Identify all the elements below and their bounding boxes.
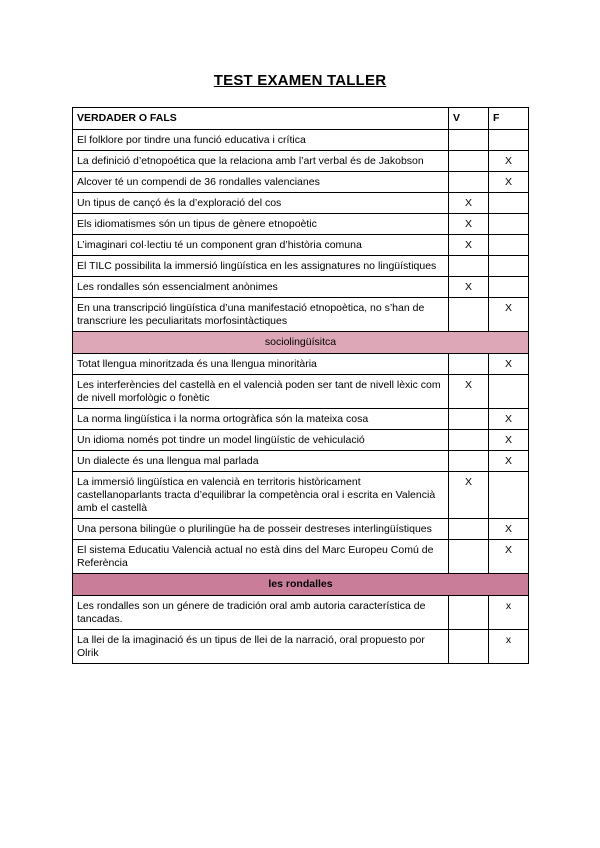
true-mark (449, 256, 489, 277)
table-row (73, 540, 529, 574)
quiz-body (73, 130, 529, 664)
false-mark (489, 375, 529, 409)
true-mark: X (449, 235, 489, 256)
table-row (73, 256, 529, 277)
false-mark: X (489, 354, 529, 375)
section-header-sociolinguistica (73, 332, 529, 354)
section-header-sociolinguistica-label: sociolingüísitca (73, 332, 529, 354)
true-mark: X (449, 472, 489, 519)
false-mark: X (489, 409, 529, 430)
statement-cell: Un dialecte és una llengua mal parlada (73, 451, 449, 472)
false-mark: X (489, 451, 529, 472)
statement-cell: La definició d’etnopoética que la relaciona amb l’art verbal és de Jakobson (73, 151, 449, 172)
table-row (73, 151, 529, 172)
true-mark (449, 298, 489, 332)
statement-cell: En una transcripció lingüística d’una manifestació etnopoètica, no s’han de transcriure les peculiaritats morfosintàctiques (73, 298, 449, 332)
statement-cell: La norma lingüística i la norma ortogràfica són la mateixa cosa (73, 409, 449, 430)
quiz-table (72, 107, 529, 664)
statement-cell: Els idiomatismes són un tipus de gènere etnopoètic (73, 214, 449, 235)
statement-cell: Totat llengua minoritzada és una llengua minoritària (73, 354, 449, 375)
statement-cell: Un tipus de cançó és la d’exploració del cos (73, 193, 449, 214)
false-mark (489, 277, 529, 298)
table-row (73, 451, 529, 472)
statement-cell: Les rondalles son un génere de tradición oral amb autoria característica de tancadas. (73, 596, 449, 630)
false-mark: X (489, 430, 529, 451)
table-row (73, 277, 529, 298)
statement-cell: El folklore por tindre una funció educativa i crítica (73, 130, 449, 151)
false-mark (489, 130, 529, 151)
statement-cell: Les rondalles són essencialment anònimes (73, 277, 449, 298)
table-row (73, 519, 529, 540)
table-row (73, 298, 529, 332)
statement-cell: El sistema Educatiu Valencià actual no està dins del Marc Europeu Comú de Referència (73, 540, 449, 574)
false-mark: X (489, 298, 529, 332)
table-row (73, 630, 529, 664)
statement-cell: Les interferències del castellà en el valencià poden ser tant de nivell lèxic com de nivell morfològic o fonètic (73, 375, 449, 409)
table-row (73, 354, 529, 375)
true-mark (449, 519, 489, 540)
table-row (73, 375, 529, 409)
table-row (73, 130, 529, 151)
table-row (73, 172, 529, 193)
true-mark (449, 409, 489, 430)
true-mark (449, 451, 489, 472)
section-header-rondalles (73, 574, 529, 596)
true-mark: X (449, 193, 489, 214)
header-f: F (489, 108, 529, 130)
header-v: V (449, 108, 489, 130)
table-row (73, 430, 529, 451)
statement-cell: La immersió lingüística en valencià en territoris històricament castellanoparlants tracta d’equilibrar la competència oral i escrita en Valencià amb el castellà (73, 472, 449, 519)
true-mark (449, 430, 489, 451)
true-mark: X (449, 375, 489, 409)
page-title: TEST EXAMEN TALLER (213, 72, 387, 89)
statement-cell: Un idioma només pot tindre un model lingüístic de vehiculació (73, 430, 449, 451)
true-mark: X (449, 277, 489, 298)
true-mark (449, 151, 489, 172)
false-mark: x (489, 596, 529, 630)
false-mark (489, 256, 529, 277)
true-mark (449, 596, 489, 630)
statement-cell: Una persona bilingüe o plurilingüe ha de posseir destreses interlingüístiques (73, 519, 449, 540)
false-mark: X (489, 519, 529, 540)
header-statement: VERDADER O FALS (73, 108, 449, 130)
table-row (73, 193, 529, 214)
false-mark (489, 214, 529, 235)
true-mark (449, 630, 489, 664)
table-row (73, 235, 529, 256)
header-row (73, 108, 529, 130)
statement-cell: La llei de la imaginació és un tipus de llei de la narració, oral propuesto por Olrik (73, 630, 449, 664)
true-mark: X (449, 214, 489, 235)
section-header-rondalles-label: les rondalles (73, 574, 529, 596)
table-row (73, 472, 529, 519)
false-mark (489, 235, 529, 256)
false-mark: x (489, 630, 529, 664)
table-row (73, 409, 529, 430)
statement-cell: Alcover té un compendi de 36 rondalles valencianes (73, 172, 449, 193)
true-mark (449, 172, 489, 193)
false-mark: X (489, 540, 529, 574)
false-mark (489, 472, 529, 519)
true-mark (449, 354, 489, 375)
table-row (73, 596, 529, 630)
false-mark (489, 193, 529, 214)
table-row (73, 214, 529, 235)
false-mark: X (489, 151, 529, 172)
statement-cell: L’imaginari col·lectiu té un component gran d’història comuna (73, 235, 449, 256)
false-mark: X (489, 172, 529, 193)
true-mark (449, 130, 489, 151)
true-mark (449, 540, 489, 574)
statement-cell: El TILC possibilita la immersió lingüística en les assignatures no lingüístiques (73, 256, 449, 277)
